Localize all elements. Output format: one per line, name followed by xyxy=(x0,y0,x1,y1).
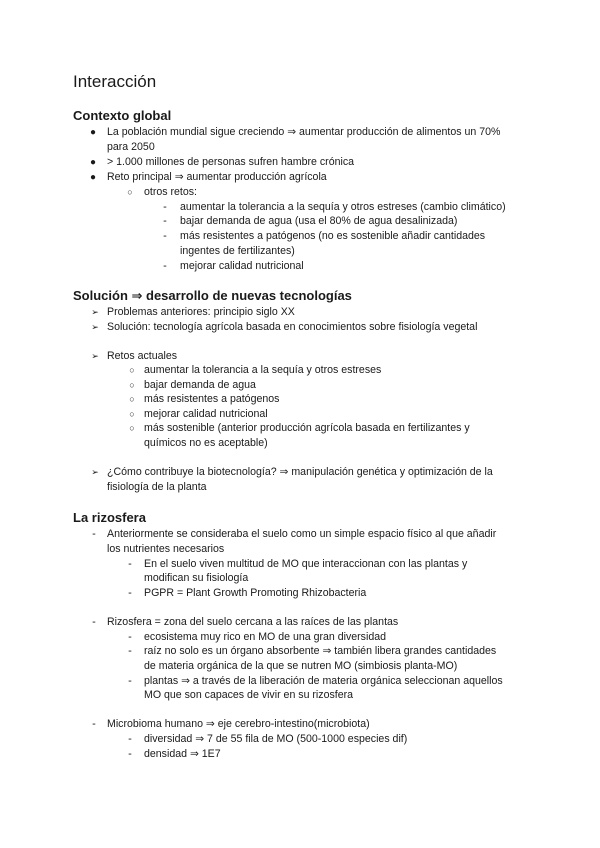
bullet-dash-icon: - xyxy=(92,616,96,628)
list-item: Rizosfera = zona del suelo cercana a las raíces de las plantas xyxy=(107,616,399,628)
list-item: La población mundial sigue creciendo ⇒ aumentar producción de alimentos un 70% xyxy=(107,126,501,138)
list-item: En el suelo viven multitud de MO que interaccionan con las plantas y xyxy=(144,558,468,570)
bullet-dash-icon: - xyxy=(163,260,167,272)
bullet-dash-icon: - xyxy=(128,558,132,570)
list-item: bajar demanda de agua xyxy=(144,379,256,391)
bullet-dash-icon: - xyxy=(128,748,132,760)
list-item: ecosistema muy rico en MO de una gran diversidad xyxy=(144,631,387,643)
list-item: otros retos: xyxy=(144,186,197,198)
list-item: Solución: tecnología agrícola basada en conocimientos sobre fisiología vegetal xyxy=(107,321,478,333)
list-item: raíz no solo es un órgano absorbente ⇒ también libera grandes cantidades xyxy=(144,645,497,657)
bullet-circle-icon: ○ xyxy=(129,365,135,375)
list-item: Reto principal ⇒ aumentar producción agrícola xyxy=(107,171,327,183)
list-item: Problemas anteriores: principio siglo XX xyxy=(107,306,295,318)
list-item: más resistentes a patógenos (no es sostenible añadir cantidades xyxy=(180,230,486,242)
bullet-circle-icon: ○ xyxy=(129,380,135,390)
list-item: aumentar la tolerancia a la sequía y otros estreses (cambio climático) xyxy=(180,201,506,213)
section-heading-rizosfera: La rizosfera xyxy=(73,510,146,525)
list-item-cont: fisiología de la planta xyxy=(107,481,207,493)
list-item: más sostenible (anterior producción agrícola basada en fertilizantes y xyxy=(144,422,470,434)
bullet-dash-icon: - xyxy=(128,631,132,643)
list-item-cont: modifican su fisiología xyxy=(144,572,249,584)
bullet-circle-icon: ○ xyxy=(129,409,135,419)
bullet-circle-icon: ○ xyxy=(129,394,135,404)
bullet-dash-icon: - xyxy=(163,215,167,227)
list-item: densidad ⇒ 1E7 xyxy=(144,748,221,760)
page-title: Interacción xyxy=(73,72,157,91)
list-item-cont: MO que son capaces de vivir en su rizosfera xyxy=(144,689,354,701)
list-item: diversidad ⇒ 7 de 55 fila de MO (500-1000 especies dif) xyxy=(144,733,408,745)
list-item: Microbioma humano ⇒ eje cerebro-intestino(microbiota) xyxy=(107,718,370,730)
bullet-dash-icon: - xyxy=(128,675,132,687)
list-item: aumentar la tolerancia a la sequía y otros estreses xyxy=(144,364,382,376)
bullet-circle-icon: ○ xyxy=(127,187,133,197)
list-item: > 1.000 millones de personas sufren hambre crónica xyxy=(107,156,355,168)
bullet-dash-icon: - xyxy=(163,201,167,213)
bullet-arrow-icon: ➢ xyxy=(91,351,99,361)
section-heading-solucion: Solución ⇒ desarrollo de nuevas tecnologías xyxy=(73,288,352,303)
list-item-cont: para 2050 xyxy=(107,141,155,153)
list-item: mejorar calidad nutricional xyxy=(180,260,304,272)
list-item: Retos actuales xyxy=(107,350,178,362)
list-item: bajar demanda de agua (usa el 80% de agua desalinizada) xyxy=(180,215,458,227)
bullet-dash-icon: - xyxy=(92,718,96,730)
list-item: mejorar calidad nutricional xyxy=(144,408,268,420)
bullet-dot-icon: ● xyxy=(89,157,97,168)
bullet-dash-icon: - xyxy=(128,733,132,745)
list-item: Anteriormente se consideraba el suelo como un simple espacio físico al que añadir xyxy=(107,528,497,540)
bullet-dash-icon: - xyxy=(163,230,167,242)
bullet-dash-icon: - xyxy=(128,587,132,599)
list-item-cont: químicos no es aceptable) xyxy=(144,437,268,449)
list-item: ¿Cómo contribuye la biotecnología? ⇒ manipulación genética y optimización de la xyxy=(107,466,493,478)
list-item: plantas ⇒ a través de la liberación de materia orgánica seleccionan aquellos xyxy=(144,675,503,687)
list-item-cont: de materia orgánica de la que se nutren MO (simbiosis planta-MO) xyxy=(144,660,458,672)
bullet-arrow-icon: ➢ xyxy=(91,467,99,477)
list-item-cont: ingentes de fertilizantes) xyxy=(180,245,295,257)
bullet-dash-icon: - xyxy=(128,645,132,657)
bullet-arrow-icon: ➢ xyxy=(91,322,99,332)
bullet-dash-icon: - xyxy=(92,528,96,540)
bullet-arrow-icon: ➢ xyxy=(91,307,99,317)
bullet-circle-icon: ○ xyxy=(129,423,135,433)
list-item: PGPR = Plant Growth Promoting Rhizobacteria xyxy=(144,587,367,599)
list-item-cont: los nutrientes necesarios xyxy=(107,543,225,555)
bullet-dot-icon: ● xyxy=(89,127,97,138)
list-item: más resistentes a patógenos xyxy=(144,393,280,405)
bullet-dot-icon: ● xyxy=(89,172,97,183)
section-heading-contexto: Contexto global xyxy=(73,108,172,123)
